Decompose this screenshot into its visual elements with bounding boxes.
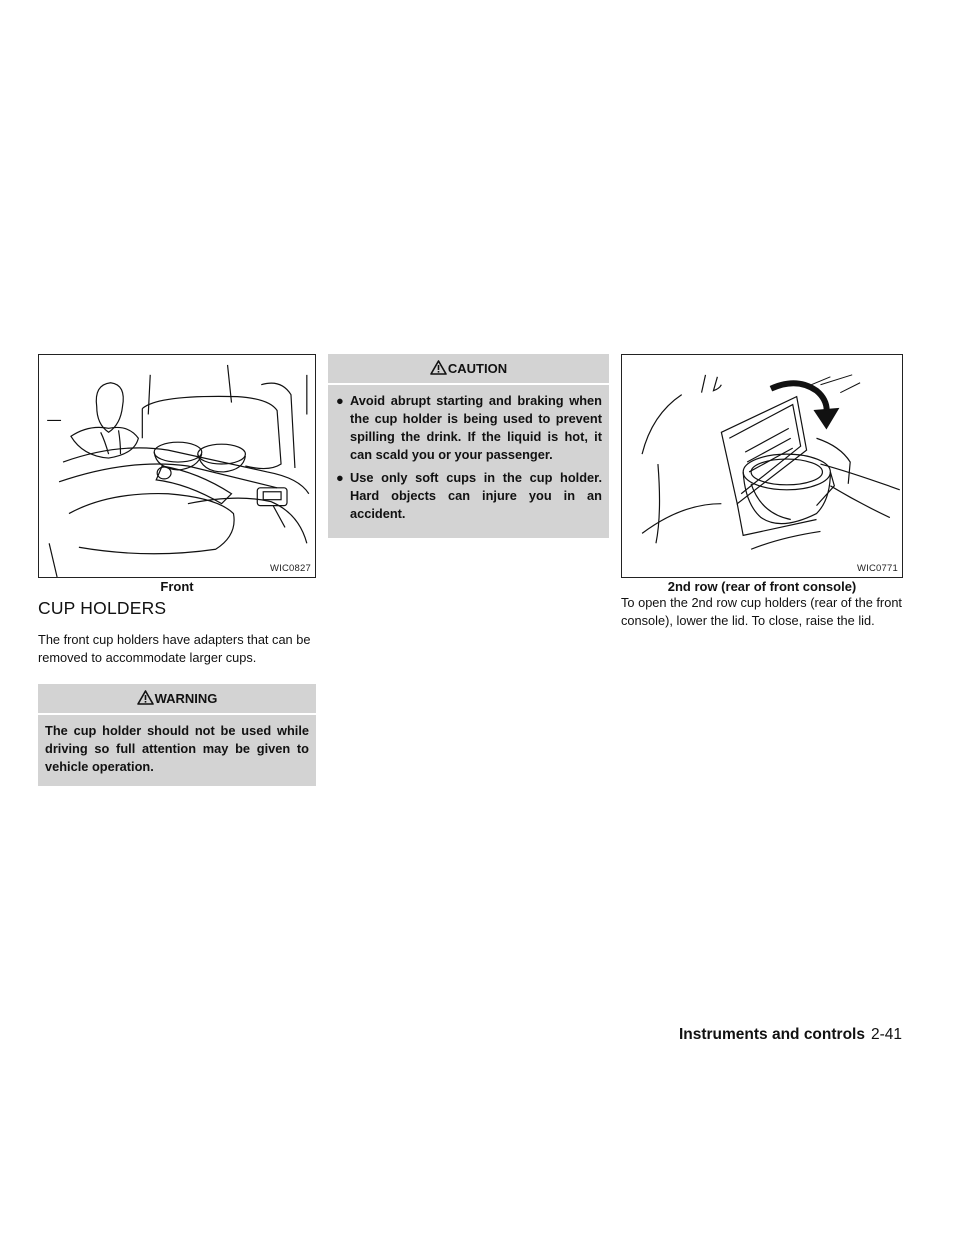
figure-code: WIC0827 bbox=[269, 563, 311, 574]
warning-triangle-icon bbox=[430, 360, 447, 378]
front-console-drawing bbox=[39, 355, 315, 577]
rear-instructions: To open the 2nd row cup holders (rear of the front console), lower the lid. To close, raise the lid. bbox=[621, 595, 902, 628]
warning-heading-label: WARNING bbox=[154, 691, 218, 706]
page-footer bbox=[679, 1026, 902, 1044]
caution-heading bbox=[328, 354, 609, 385]
section-title: CUP HOLDERS bbox=[38, 598, 167, 618]
figure-caption: Front bbox=[160, 579, 194, 594]
footer-section: Instruments and controls bbox=[678, 1026, 865, 1043]
bullet-icon: ● bbox=[336, 470, 344, 485]
caution-heading-label: CAUTION bbox=[447, 361, 508, 376]
warning-text: The cup holder should not be used while driving so full attention may be given to vehicle operation. bbox=[45, 723, 309, 774]
figure-caption: 2nd row (rear of front console) bbox=[667, 579, 857, 594]
caution-item: ● Avoid abrupt starting and braking when the cup holder is being used to prevent spilling the drink. If the liquid is hot, it can scald you or your passenger. bbox=[336, 393, 602, 462]
figure-code: WIC0771 bbox=[856, 563, 898, 574]
caution-box bbox=[328, 354, 609, 538]
rear-cup-holder-illustration bbox=[621, 354, 903, 578]
right-column bbox=[621, 354, 903, 630]
front-cup-holder-illustration bbox=[38, 354, 316, 578]
left-column bbox=[38, 354, 316, 786]
warning-box bbox=[38, 684, 316, 786]
middle-column bbox=[328, 354, 609, 538]
page-number: 2-41 bbox=[870, 1026, 902, 1043]
rear-console-drawing bbox=[622, 355, 902, 577]
warning-heading bbox=[38, 684, 316, 715]
bullet-icon: ● bbox=[336, 393, 344, 408]
caution-item: ● Use only soft cups in the cup holder. Hard objects can injure you in an accident. bbox=[336, 470, 602, 521]
warning-triangle-icon bbox=[137, 690, 154, 708]
caution-list bbox=[335, 392, 602, 523]
intro-paragraph: The front cup holders have adapters that can be removed to accommodate larger cups. bbox=[38, 632, 311, 665]
